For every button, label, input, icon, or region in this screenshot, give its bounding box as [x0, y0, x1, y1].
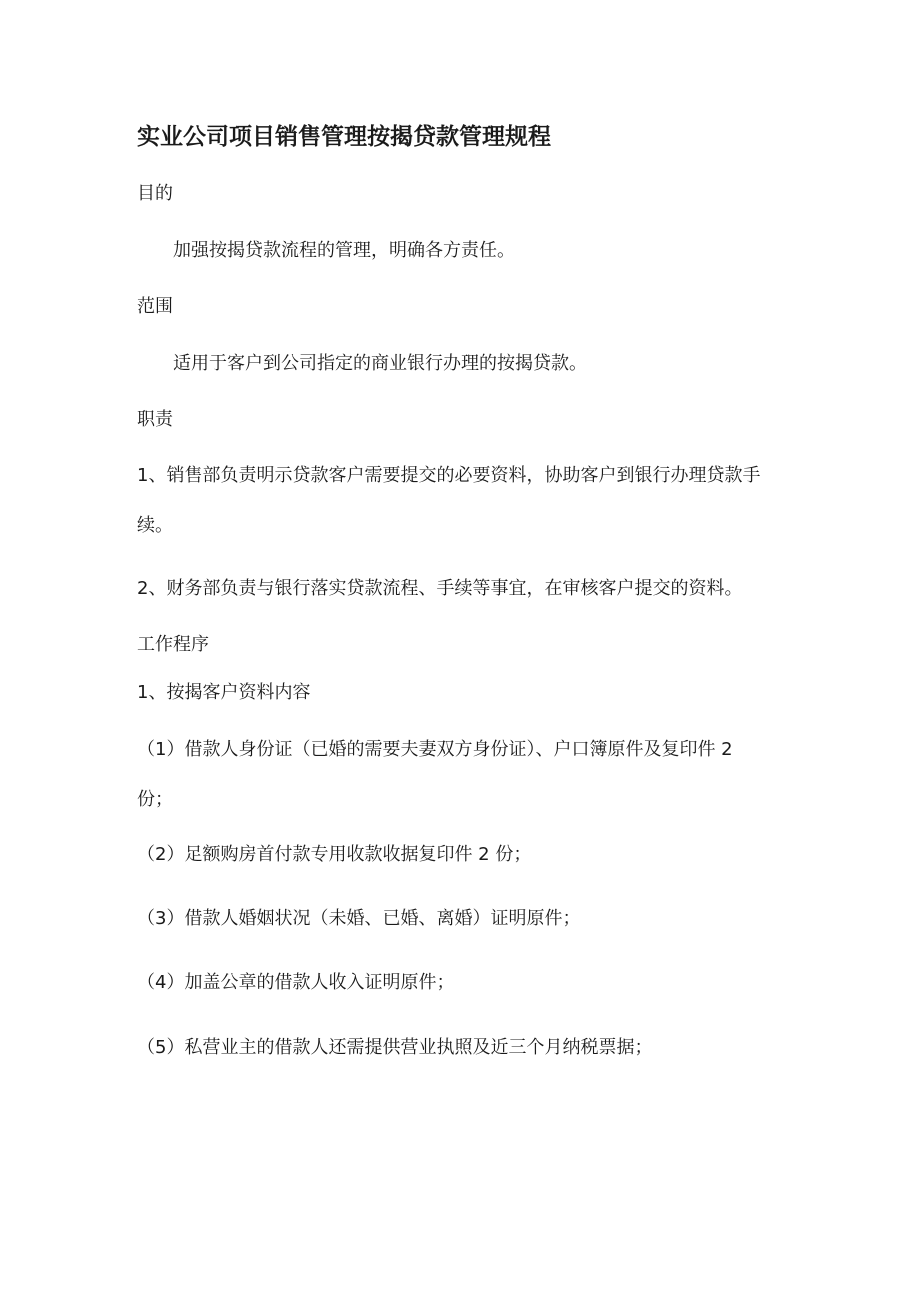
duties-item-2: 2、财务部负责与银行落实贷款流程、手续等事宜，在审核客户提交的资料。 [137, 578, 743, 599]
procedure-item-1-line-1: （1）借款人身份证（已婚的需要夫妻双方身份证）、户口簿原件及复印件 2 [137, 739, 733, 760]
duties-item-1-line-1: 1、销售部负责明示贷款客户需要提交的必要资料，协助客户到银行办理贷款手 [137, 465, 761, 486]
procedure-item-4: （4）加盖公章的借款人收入证明原件； [137, 972, 455, 993]
document-title: 实业公司项目销售管理按揭贷款管理规程 [137, 124, 551, 150]
procedure-heading: 工作程序 [137, 634, 209, 655]
duties-heading: 职责 [137, 409, 173, 430]
scope-text: 适用于客户到公司指定的商业银行办理的按揭贷款。 [173, 353, 587, 374]
duties-item-1-line-2: 续。 [137, 515, 173, 536]
procedure-item-5: （5）私营业主的借款人还需提供营业执照及近三个月纳税票据； [137, 1037, 653, 1058]
procedure-item-1-line-2: 份； [137, 789, 173, 810]
scope-heading: 范围 [137, 296, 173, 317]
purpose-heading: 目的 [137, 183, 173, 204]
procedure-sub-1: 1、按揭客户资料内容 [137, 682, 311, 703]
procedure-item-3: （3）借款人婚姻状况（未婚、已婚、离婚）证明原件； [137, 908, 581, 929]
purpose-text: 加强按揭贷款流程的管理，明确各方责任。 [173, 240, 515, 261]
procedure-item-2: （2）足额购房首付款专用收款收据复印件 2 份； [137, 844, 532, 865]
